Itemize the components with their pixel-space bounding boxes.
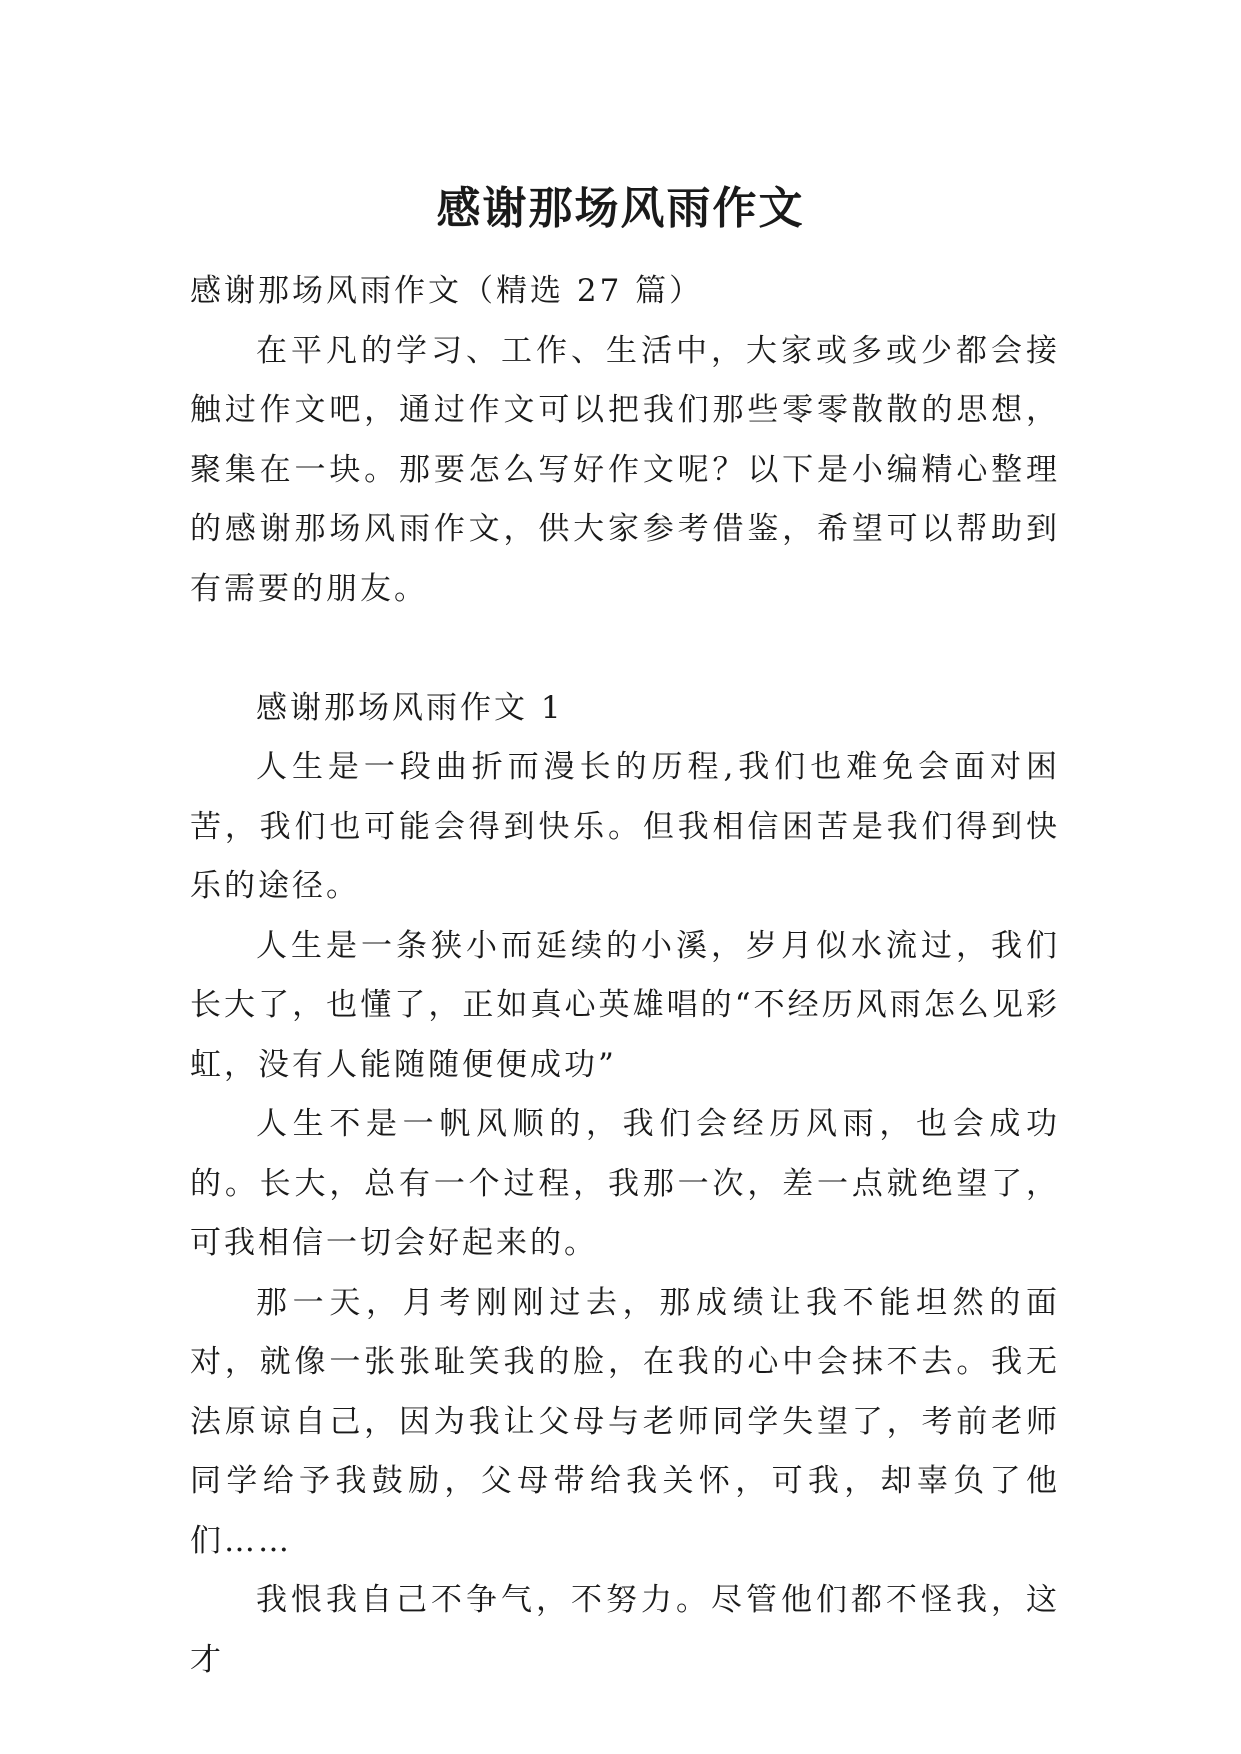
paragraph-gap [190,619,1060,679]
body-paragraph: 人生是一条狭小而延续的小溪，岁月似水流过，我们长大了，也懂了，正如真心英雄唱的“不经历风雨怎么见彩虹，没有人能随随便便成功” [190,927,1060,1083]
body-paragraph: 那一天，月考刚刚过去，那成绩让我不能坦然的面对，就像一张张耻笑我的脸，在我的心中会抹不去。我无法原谅自己，因为我让父母与老师同学失望了，考前老师同学给予我鼓励，父母带给我关怀，可我，却辜负了他们…… [190,1284,1060,1559]
document-subtitle: 感谢那场风雨作文（精选 27 篇） [190,273,704,309]
body-paragraph: 人生不是一帆风顺的，我们会经历风雨，也会成功的。长大，总有一个过程，我那一次，差一点就绝望了，可我相信一切会好起来的。 [190,1106,1060,1261]
document-body [190,262,1060,1690]
section-heading: 感谢那场风雨作文 1 [256,689,564,726]
document-title: 感谢那场风雨作文 [436,183,805,235]
body-paragraph: 我恨我自己不争气，不努力。尽管他们都不怪我，这才 [190,1582,1060,1678]
intro-paragraph: 在平凡的学习、工作、生活中，大家或多或少都会接触过作文吧，通过作文可以把我们那些零零散散的思想，聚集在一块。那要怎么写好作文呢？以下是小编精心整理的感谢那场风雨作文，供大家参考借鉴，希望可以帮助到有需要的朋友。 [190,332,1060,607]
body-paragraph: 人生是一段曲折而漫长的历程,我们也难免会面对困苦，我们也可能会得到快乐。但我相信困苦是我们得到快乐的途径。 [190,749,1060,904]
